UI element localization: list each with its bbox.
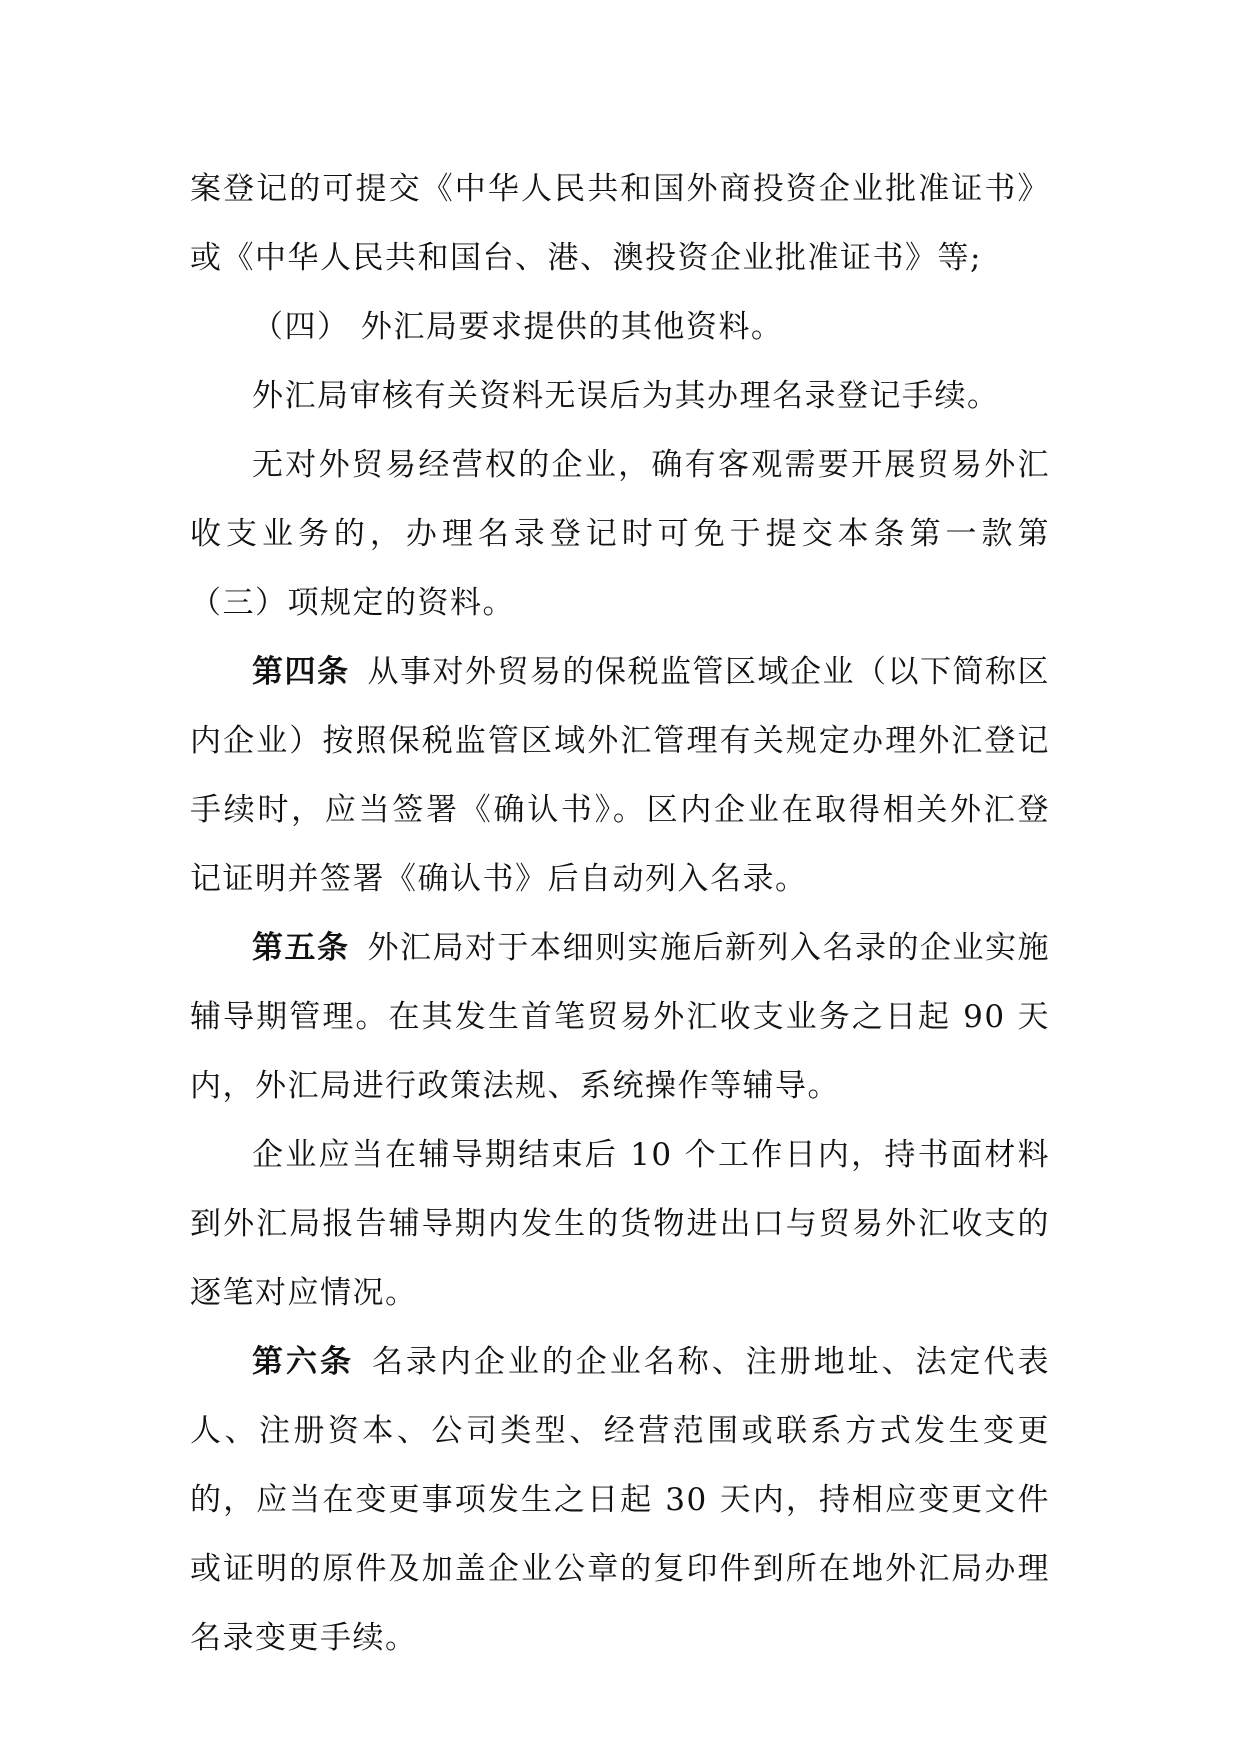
article-4-text: 从事对外贸易的保税监管区域企业（以下简称区内企业）按照保税监管区域外汇管理有关规定办理外汇登记手续时，应当签署《确认书》。区内企业在取得相关外汇登记证明并签署《确认书》后自动列入名录。	[190, 654, 1050, 897]
paragraph-review: 外汇局审核有关资料无误后为其办理名录登记手续。	[252, 378, 1000, 414]
article-5-label: 第五条	[252, 930, 350, 966]
paragraph-article-5	[190, 914, 1050, 1121]
paragraph-no-trade-right: 无对外贸易经营权的企业，确有客观需要开展贸易外汇收支业务的，办理名录登记时可免于提交本条第一款第（三）项规定的资料。	[190, 447, 1050, 621]
document-body	[190, 155, 1050, 1673]
paragraph-article-5-report: 企业应当在辅导期结束后 10 个工作日内，持书面材料到外汇局报告辅导期内发生的货物进出口与贸易外汇收支的逐笔对应情况。	[190, 1137, 1050, 1311]
paragraph-item-4: （四） 外汇局要求提供的其他资料。	[252, 309, 784, 345]
article-6-label: 第六条	[252, 1344, 354, 1380]
paragraph-article-4	[190, 638, 1050, 914]
article-4-label: 第四条	[252, 654, 350, 690]
paragraph-continuation: 案登记的可提交《中华人民共和国外商投资企业批准证书》或《中华人民共和国台、港、澳投资企业批准证书》等;	[190, 171, 1050, 276]
article-6-text: 名录内企业的企业名称、注册地址、法定代表人、注册资本、公司类型、经营范围或联系方式发生变更的，应当在变更事项发生之日起 30 天内，持相应变更文件或证明的原件及加盖企业公章的复印件到所在地外汇局办理名录变更手续。	[190, 1344, 1051, 1656]
paragraph-article-6	[190, 1328, 1050, 1673]
article-5-text: 外汇局对于本细则实施后新列入名录的企业实施辅导期管理。在其发生首笔贸易外汇收支业务之日起 90 天内，外汇局进行政策法规、系统操作等辅导。	[190, 930, 1050, 1104]
